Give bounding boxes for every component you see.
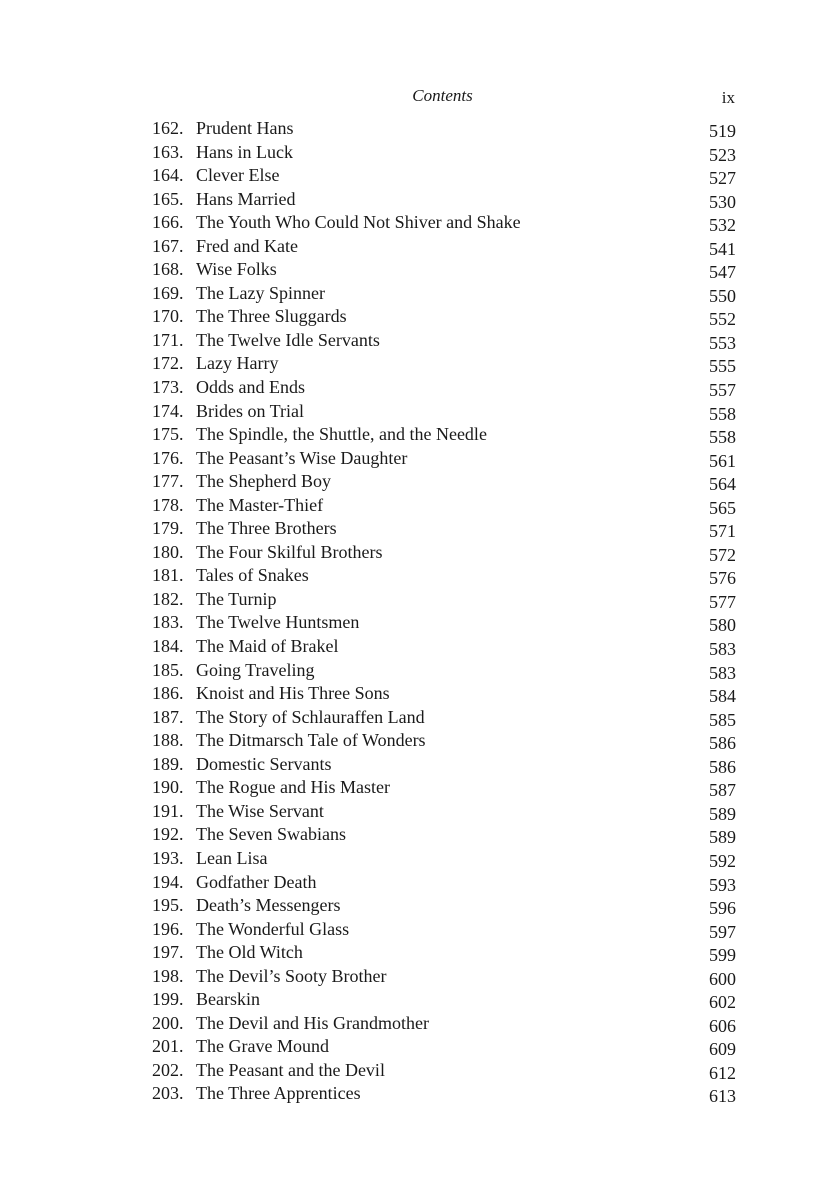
toc-entry-number: 184. — [152, 636, 184, 657]
toc-entry-page: 565 — [709, 497, 736, 518]
toc-entry-number: 203. — [152, 1083, 184, 1104]
toc-entry — [152, 1059, 736, 1083]
toc-entry-title: The Youth Who Could Not Shiver and Shake — [196, 212, 521, 233]
toc-entry — [152, 470, 736, 494]
toc-entry-number: 188. — [152, 730, 184, 751]
toc-entry-title: The Grave Mound — [196, 1036, 329, 1057]
toc-entry — [152, 941, 736, 965]
toc-entry-number: 170. — [152, 306, 184, 327]
toc-entry — [152, 823, 736, 847]
toc-entry — [152, 258, 736, 282]
toc-entry-title: Hans in Luck — [196, 141, 293, 162]
toc-entry-title: The Seven Swabians — [196, 824, 346, 845]
toc-entry-page: 561 — [709, 450, 736, 471]
toc-entry-page: 558 — [709, 427, 736, 448]
toc-entry — [152, 517, 736, 541]
toc-entry — [152, 800, 736, 824]
toc-entry — [152, 329, 736, 353]
toc-entry — [152, 211, 736, 235]
toc-entry-title: Godfather Death — [196, 871, 317, 892]
toc-entry — [152, 847, 736, 871]
toc-entry — [152, 1012, 736, 1036]
toc-entry — [152, 400, 736, 424]
toc-entry-title: Knoist and His Three Sons — [196, 683, 390, 704]
toc-entry-page: 553 — [709, 332, 736, 353]
toc-entry-number: 173. — [152, 377, 184, 398]
toc-entry-title: Odds and Ends — [196, 377, 305, 398]
toc-entry-page: 597 — [709, 921, 736, 942]
toc-entry-title: The Spindle, the Shuttle, and the Needle — [196, 424, 487, 445]
toc-entry-title: The Story of Schlauraffen Land — [196, 706, 425, 727]
toc-entry-title: The Devil’s Sooty Brother — [196, 965, 387, 986]
toc-entry-number: 172. — [152, 353, 184, 374]
toc-entry-number: 183. — [152, 612, 184, 633]
toc-entry-title: The Wonderful Glass — [196, 918, 350, 939]
toc-entry-title: The Rogue and His Master — [196, 777, 390, 798]
toc-entry-page: 584 — [709, 686, 736, 707]
toc-entry-number: 197. — [152, 942, 184, 963]
toc-entry-number: 167. — [152, 235, 184, 256]
toc-entry-title: Wise Folks — [196, 259, 277, 280]
toc-entry-number: 189. — [152, 753, 184, 774]
toc-entry-page: 586 — [709, 756, 736, 777]
toc-entry-number: 199. — [152, 989, 184, 1010]
toc-entry — [152, 141, 736, 165]
toc-entry-page: 552 — [709, 309, 736, 330]
toc-entry — [152, 1035, 736, 1059]
toc-entry-number: 165. — [152, 188, 184, 209]
toc-entry-number: 163. — [152, 141, 184, 162]
table-of-contents — [152, 117, 736, 1106]
toc-entry-page: 592 — [709, 850, 736, 871]
toc-entry-page: 599 — [709, 945, 736, 966]
toc-entry-title: Going Traveling — [196, 659, 315, 680]
toc-entry-page: 576 — [709, 568, 736, 589]
toc-entry-page: 541 — [709, 238, 736, 259]
toc-entry-title: Clever Else — [196, 165, 280, 186]
toc-entry — [152, 188, 736, 212]
toc-entry — [152, 305, 736, 329]
toc-entry-title: The Three Sluggards — [196, 306, 347, 327]
toc-entry-number: 169. — [152, 282, 184, 303]
toc-entry-number: 181. — [152, 565, 184, 586]
toc-entry — [152, 564, 736, 588]
toc-entry-number: 198. — [152, 965, 184, 986]
toc-entry-title: The Wise Servant — [196, 800, 324, 821]
toc-entry-page: 547 — [709, 262, 736, 283]
toc-entry-title: The Master-Thief — [196, 494, 324, 515]
toc-entry-page: 602 — [709, 992, 736, 1013]
toc-entry-title: The Shepherd Boy — [196, 471, 331, 492]
toc-entry-page: 593 — [709, 874, 736, 895]
toc-entry-number: 201. — [152, 1036, 184, 1057]
toc-entry-title: The Turnip — [196, 588, 277, 609]
running-title: Contents — [412, 86, 473, 105]
toc-entry-number: 177. — [152, 471, 184, 492]
toc-entry-page: 580 — [709, 615, 736, 636]
toc-entry — [152, 706, 736, 730]
toc-entry — [152, 682, 736, 706]
toc-entry-number: 176. — [152, 447, 184, 468]
toc-entry-page: 527 — [709, 168, 736, 189]
toc-entry-number: 174. — [152, 400, 184, 421]
toc-entry — [152, 918, 736, 942]
toc-entry-title: The Three Apprentices — [196, 1083, 361, 1104]
toc-entry-page: 532 — [709, 215, 736, 236]
toc-entry — [152, 376, 736, 400]
toc-entry-page: 606 — [709, 1015, 736, 1036]
toc-entry-title: Domestic Servants — [196, 753, 332, 774]
toc-entry-page: 558 — [709, 403, 736, 424]
toc-entry-title: The Lazy Spinner — [196, 282, 325, 303]
toc-entry-number: 171. — [152, 329, 184, 350]
toc-entry-title: Death’s Messengers — [196, 895, 341, 916]
toc-entry-page: 550 — [709, 285, 736, 306]
toc-entry-number: 186. — [152, 683, 184, 704]
toc-entry-title: The Devil and His Grandmother — [196, 1012, 429, 1033]
toc-entry-page: 613 — [709, 1086, 736, 1107]
toc-entry — [152, 965, 736, 989]
toc-entry-number: 190. — [152, 777, 184, 798]
toc-entry-title: Hans Married — [196, 188, 296, 209]
toc-entry-number: 200. — [152, 1012, 184, 1033]
toc-entry-number: 164. — [152, 165, 184, 186]
toc-entry — [152, 541, 736, 565]
toc-entry-page: 577 — [709, 591, 736, 612]
toc-entry — [152, 494, 736, 518]
toc-entry-page: 609 — [709, 1039, 736, 1060]
toc-entry-page: 586 — [709, 733, 736, 754]
toc-entry-title: The Maid of Brakel — [196, 636, 339, 657]
running-head — [150, 84, 735, 108]
toc-entry — [152, 282, 736, 306]
toc-entry — [152, 776, 736, 800]
toc-entry — [152, 753, 736, 777]
toc-entry-number: 193. — [152, 847, 184, 868]
toc-entry-number: 180. — [152, 541, 184, 562]
toc-entry — [152, 729, 736, 753]
toc-entry — [152, 894, 736, 918]
toc-entry-page: 589 — [709, 803, 736, 824]
toc-entry-number: 185. — [152, 659, 184, 680]
toc-entry-number: 202. — [152, 1059, 184, 1080]
page-number: ix — [721, 88, 735, 107]
toc-entry-number: 192. — [152, 824, 184, 845]
toc-entry-page: 589 — [709, 827, 736, 848]
toc-entry-page: 572 — [709, 544, 736, 565]
toc-entry — [152, 117, 736, 141]
toc-entry-title: The Old Witch — [196, 942, 303, 963]
toc-entry-page: 523 — [709, 144, 736, 165]
toc-entry-title: Prudent Hans — [196, 118, 294, 138]
toc-entry-page: 612 — [709, 1062, 736, 1083]
toc-entry — [152, 659, 736, 683]
toc-entry-title: The Peasant’s Wise Daughter — [196, 447, 408, 468]
toc-entry-title: The Ditmarsch Tale of Wonders — [196, 730, 426, 751]
toc-entry-number: 182. — [152, 588, 184, 609]
toc-entry-title: The Peasant and the Devil — [196, 1059, 385, 1080]
toc-entry-title: Brides on Trial — [196, 400, 305, 421]
toc-entry — [152, 611, 736, 635]
toc-entry-title: Tales of Snakes — [196, 565, 309, 586]
toc-entry — [152, 164, 736, 188]
toc-entry — [152, 588, 736, 612]
toc-entry-page: 519 — [709, 121, 736, 141]
toc-entry-title: The Four Skilful Brothers — [196, 541, 383, 562]
toc-entry-title: The Twelve Huntsmen — [196, 612, 360, 633]
toc-entry-title: Fred and Kate — [196, 235, 298, 256]
toc-entry-page: 530 — [709, 191, 736, 212]
toc-entry-number: 196. — [152, 918, 184, 939]
toc-entry-title: Lazy Harry — [196, 353, 279, 374]
toc-entry-page: 587 — [709, 780, 736, 801]
toc-entry-page: 583 — [709, 639, 736, 660]
toc-entry — [152, 352, 736, 376]
toc-entry — [152, 1082, 736, 1106]
toc-entry-number: 178. — [152, 494, 184, 515]
toc-entry-title: Bearskin — [196, 989, 260, 1010]
toc-entry — [152, 235, 736, 259]
toc-entry-page: 555 — [709, 356, 736, 377]
toc-entry-number: 175. — [152, 424, 184, 445]
toc-entry-page: 583 — [709, 662, 736, 683]
toc-entry — [152, 988, 736, 1012]
toc-entry-number: 179. — [152, 518, 184, 539]
toc-entry-number: 168. — [152, 259, 184, 280]
toc-entry — [152, 635, 736, 659]
toc-entry-page: 571 — [709, 521, 736, 542]
toc-entry-title: The Twelve Idle Servants — [196, 329, 380, 350]
toc-entry — [152, 871, 736, 895]
toc-entry-number: 194. — [152, 871, 184, 892]
toc-entry-number: 187. — [152, 706, 184, 727]
toc-entry-page: 600 — [709, 968, 736, 989]
toc-entry-title: Lean Lisa — [196, 847, 268, 868]
toc-entry — [152, 423, 736, 447]
toc-entry-page: 596 — [709, 898, 736, 919]
toc-entry-number: 162. — [152, 118, 184, 138]
toc-entry — [152, 447, 736, 471]
toc-entry-title: The Three Brothers — [196, 518, 337, 539]
toc-entry-number: 191. — [152, 800, 184, 821]
toc-entry-page: 564 — [709, 474, 736, 495]
toc-entry-page: 557 — [709, 380, 736, 401]
toc-entry-page: 585 — [709, 709, 736, 730]
toc-entry-number: 195. — [152, 895, 184, 916]
toc-entry-number: 166. — [152, 212, 184, 233]
